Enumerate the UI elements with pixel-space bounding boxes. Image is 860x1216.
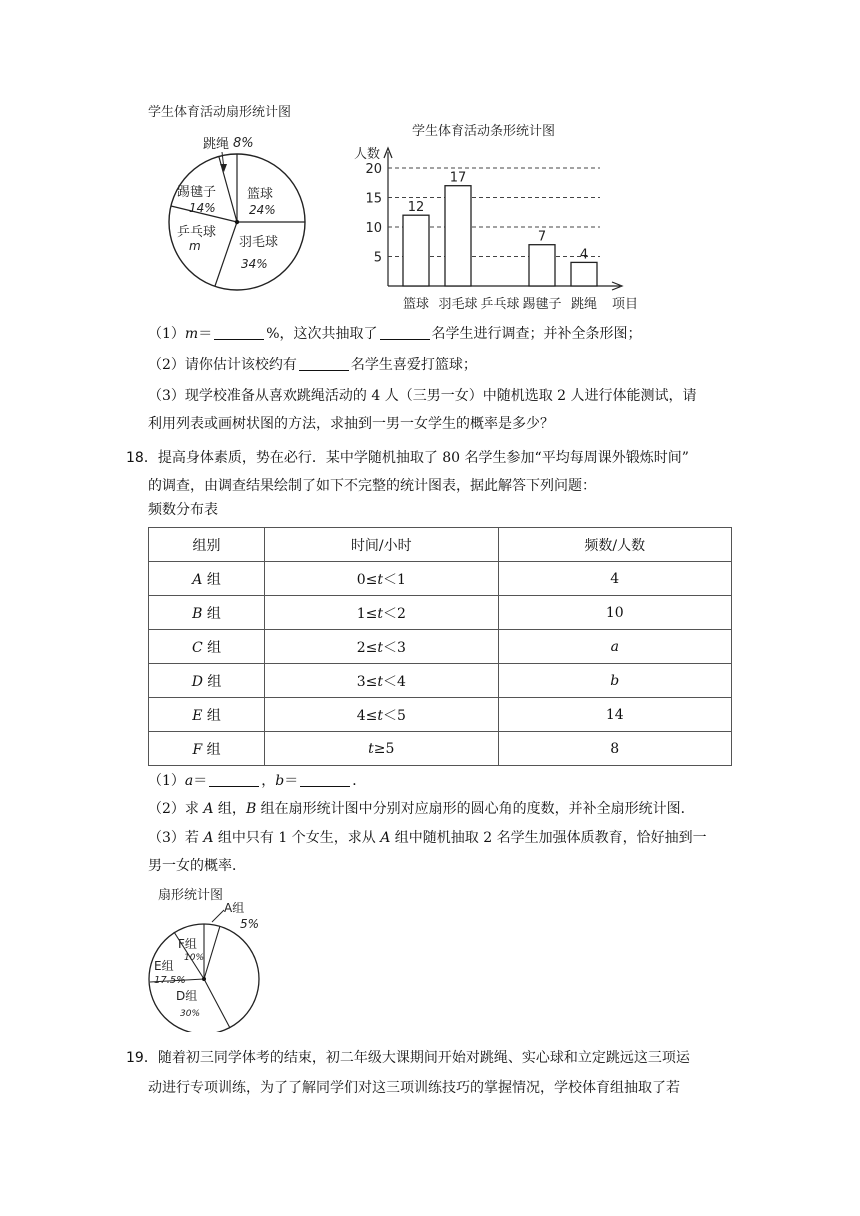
table-cell: F 组 xyxy=(149,732,265,766)
answer-blank-total[interactable] xyxy=(380,325,430,340)
q18-line1 xyxy=(126,448,689,468)
pie-chart-title: 学生体育活动扇形统计图 xyxy=(148,105,292,120)
table-title: 频数分布表 xyxy=(148,502,218,518)
pie-pointer xyxy=(212,910,224,922)
table-header: 时间/小时 xyxy=(265,528,498,562)
table-cell: 8 xyxy=(498,732,731,766)
x-axis-label: 项目 xyxy=(612,297,639,312)
group-pie-chart xyxy=(148,898,278,1032)
table-cell: 10 xyxy=(498,596,731,630)
table-cell: 1≤t＜2 xyxy=(265,596,498,630)
slice-pct-d: 30% xyxy=(180,1009,201,1019)
table-cell: A 组 xyxy=(149,562,265,596)
slice-label-a: A组 xyxy=(224,901,245,915)
q19-line1 xyxy=(126,1048,690,1068)
x-tick-label: 乒乓球 xyxy=(480,297,520,312)
q17-part2 xyxy=(148,355,477,375)
pie-center xyxy=(235,220,239,224)
y-tick-label: 20 xyxy=(365,162,382,177)
q17-part1 xyxy=(148,324,642,344)
q17-p2-text: （2）请你估计该校约有 xyxy=(148,357,297,373)
slice-pct-e: 17.5% xyxy=(154,975,186,986)
q18-text: 提高身体素质，势在必行．某中学随机抽取了 80 名学生参加“平均每周课外锻炼时间” xyxy=(157,450,689,466)
answer-blank-b[interactable] xyxy=(300,772,350,787)
table-cell: a xyxy=(498,630,731,664)
table-row xyxy=(149,664,732,698)
bar xyxy=(445,186,471,286)
slice-label-badminton: 羽毛球 xyxy=(239,235,279,250)
q18-part2: （2）求 A 组，B 组在扇形统计图中分别对应扇形的圆心角的度数，并补全扇形统计图． xyxy=(148,801,695,817)
table-cell: 14 xyxy=(498,698,731,732)
table-row xyxy=(149,562,732,596)
slice-label-basketball: 篮球 xyxy=(247,187,274,202)
x-tick-label: 篮球 xyxy=(402,297,430,312)
q17-part3-line1: （3）现学校准备从喜欢跳绳活动的 4 人（三男一女）中随机选取 2 人进行体能测试，请 xyxy=(148,388,697,404)
slice-pct-pingpong: m xyxy=(189,239,201,253)
q18-part3-line1: （3）若 A 组中只有 1 个女生，求从 A 组中随机抽取 2 名学生加强体质教育，恰好抽到一 xyxy=(148,830,707,846)
activity-bar-chart xyxy=(340,138,650,314)
bar-chart-title: 学生体育活动条形统计图 xyxy=(412,124,556,139)
table-header: 组别 xyxy=(149,528,265,562)
activity-pie-chart xyxy=(165,128,315,300)
slice-pct-shuttlecock: 14% xyxy=(189,201,216,215)
q17-p1-text: 名学生进行调查；并补全条形图； xyxy=(431,326,642,342)
slice-pct-f: 10% xyxy=(184,953,205,963)
bar-value-label: 4 xyxy=(579,247,589,263)
table-cell: E 组 xyxy=(149,698,265,732)
table-cell: 4≤t＜5 xyxy=(265,698,498,732)
bar-value-label: 17 xyxy=(449,170,467,186)
slice-label-f: F组 xyxy=(178,937,197,951)
y-tick-label: 10 xyxy=(365,221,382,236)
question-number: 19． xyxy=(126,1050,158,1066)
pie-center xyxy=(202,977,206,981)
table-header-row xyxy=(149,528,732,562)
answer-blank-basketball[interactable] xyxy=(299,356,349,371)
table-row xyxy=(149,630,732,664)
bar-value-label: 7 xyxy=(537,229,547,245)
bar xyxy=(403,215,429,286)
slice-label-jump-rope: 跳绳 xyxy=(203,137,230,152)
answer-blank-m[interactable] xyxy=(214,325,264,340)
table-cell: 3≤t＜4 xyxy=(265,664,498,698)
q19-text: 随着初三同学体考的结束，初二年级大课期间开始对跳绳、实心球和立定跳远这三项运 xyxy=(157,1050,690,1066)
table-cell: B 组 xyxy=(149,596,265,630)
x-tick-label: 跳绳 xyxy=(570,297,598,312)
q18-part1: （1）a＝ ，b＝ ． xyxy=(148,773,367,789)
table-row xyxy=(149,732,732,766)
slice-label-e: E组 xyxy=(154,959,174,973)
q17-p2-text: 名学生喜爱打篮球； xyxy=(350,357,477,373)
q17-part3-line2: 利用列表或画树状图的方法，求抽到一男一女学生的概率是多少？ xyxy=(148,416,554,432)
q19-line2: 动进行专项训练，为了了解同学们对这三项训练技巧的掌握情况，学校体育组抽取了若 xyxy=(148,1080,680,1096)
table-cell: D 组 xyxy=(149,664,265,698)
x-tick-label: 踢毽子 xyxy=(522,297,562,312)
table-cell: 0≤t＜1 xyxy=(265,562,498,596)
q18-line2: 的调查，由调查结果绘制了如下不完整的统计图表，据此解答下列问题： xyxy=(148,478,596,494)
table-header: 频数/人数 xyxy=(498,528,731,562)
slice-pct-jump-rope: 8% xyxy=(233,136,254,151)
table-row xyxy=(149,698,732,732)
table-row xyxy=(149,596,732,630)
y-axis-label: 人数 xyxy=(354,147,381,162)
answer-blank-a[interactable] xyxy=(209,772,259,787)
table-cell: b xyxy=(498,664,731,698)
table-cell: C 组 xyxy=(149,630,265,664)
slice-pct-badminton: 34% xyxy=(241,257,268,271)
bar xyxy=(571,262,597,286)
slice-label-pingpong: 乒乓球 xyxy=(177,225,217,240)
slice-pct-a: 5% xyxy=(240,917,260,931)
y-tick-label: 15 xyxy=(365,191,382,207)
q17-p1-text: ＝ xyxy=(198,326,213,342)
q17-p1-text: %，这次共抽取了 xyxy=(266,326,378,342)
bar-value-label: 12 xyxy=(407,200,425,216)
x-tick-label: 羽毛球 xyxy=(438,297,478,312)
y-tick-label: 5 xyxy=(373,250,382,266)
question-number: 18． xyxy=(126,450,158,466)
table-cell: t≥5 xyxy=(265,732,498,766)
table-cell: 2≤t＜3 xyxy=(265,630,498,664)
slice-pct-basketball: 24% xyxy=(249,203,276,217)
slice-label-d: D组 xyxy=(176,989,198,1003)
table-cell: 4 xyxy=(498,562,731,596)
q17-p1-text: （1） xyxy=(148,326,185,342)
group-pie-title: 扇形统计图 xyxy=(158,888,224,903)
frequency-table xyxy=(148,527,732,766)
q17-p1-var-m: m xyxy=(184,326,199,342)
q18-part3-line2: 男一女的概率． xyxy=(148,858,246,874)
slice-label-shuttlecock: 踢毽子 xyxy=(177,185,217,200)
bar xyxy=(529,245,555,286)
